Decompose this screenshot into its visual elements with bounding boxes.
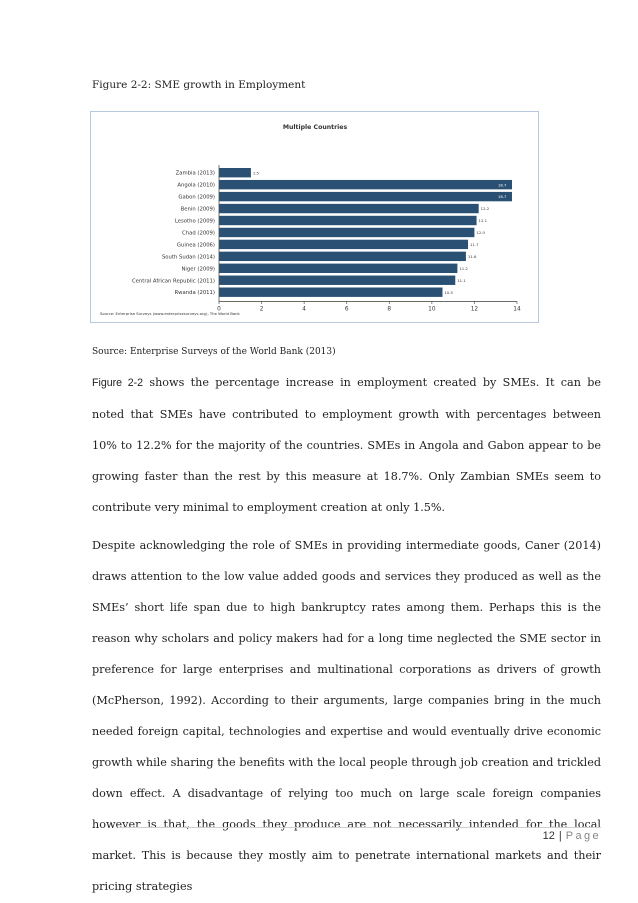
footer-divider	[118, 827, 601, 828]
paragraph-1-text: shows the percentage increase in employment created by SMEs. It can be noted that SMEs have contributed to employment growth with percentages between 10% to 12.2% for the majority of the countries. SMEs in Angola and Gabon appear to be growing faster than the rest by this measure at 18.7%. Only Zambian SMEs seem to contribute very minimal to employment creation at only 1.5%.	[92, 376, 601, 514]
chart-frame	[90, 111, 539, 323]
x-tick-label: 6	[344, 306, 349, 313]
chart-bar	[219, 276, 455, 285]
category-label: Central African Republic (2011)	[131, 278, 215, 285]
chart-bar	[219, 288, 443, 297]
data-label: 12.2	[480, 206, 490, 212]
data-label: 12.0	[476, 230, 485, 236]
chart-bar	[219, 216, 477, 225]
page-label: Page	[565, 830, 601, 842]
x-tick-label: 2	[259, 306, 264, 313]
category-label: Rwanda (2011)	[174, 290, 215, 297]
x-tick-label: 10	[428, 306, 436, 313]
paragraph-2: Despite acknowledging the role of SMEs in providing intermediate goods, Caner (2014) draws attention to the low value added goods and services they produced as well as the SMEs’ short life span due to high bankruptcy rates among them. Perhaps this is the reason why scholars and policy makers had for a long time neglected the SME sector in preference for large enterprises and multinational corporations as drivers of growth (McPherson, 1992). According to their arguments, large companies bring in the much needed foreign capital, technologies and expertise and would eventually drive economic growth while sharing the benefits with the local people through job creation and trickled down effect. A disadvantage of relying too much on large scale foreign companies however is that, the goods they produce are not necessarily intended for the local market. This is because they mostly aim to penetrate international markets and their pricing strategies	[92, 539, 601, 893]
chart-bar	[219, 252, 466, 261]
x-tick-label: 0	[217, 306, 221, 313]
page-footer	[543, 830, 601, 842]
chart-bar	[219, 228, 474, 237]
paragraph-1	[92, 367, 601, 523]
x-tick-label: 14	[513, 306, 521, 313]
x-tick-label: 8	[387, 306, 392, 313]
figure-reference: Figure 2-2	[92, 377, 144, 389]
data-label: 18.7	[498, 194, 507, 200]
x-tick-label: 12	[470, 306, 479, 313]
figure-source: Source: Enterprise Surveys of the World Bank (2013)	[92, 347, 336, 357]
category-label: Niger (2009)	[181, 266, 215, 273]
page-number: 12	[542, 830, 555, 842]
category-label: Zambia (2013)	[175, 170, 215, 177]
category-label: Angola (2010)	[177, 182, 215, 189]
category-label: Gabon (2009)	[178, 194, 215, 201]
chart-bar	[219, 264, 457, 273]
bar-chart	[91, 112, 540, 324]
data-label: 11.1	[457, 277, 466, 283]
data-label: 10.5	[444, 289, 453, 295]
category-label: Lesotho (2009)	[174, 218, 215, 225]
x-tick-label: 4	[302, 306, 306, 313]
footer-separator: |	[558, 830, 562, 842]
data-label: 18.7	[498, 182, 507, 188]
chart-bar	[219, 192, 512, 201]
data-label: 12.1	[478, 218, 488, 224]
chart-source-note: Source: Enterprise Surveys (www.enterprisesurveys.org), The World Bank	[100, 311, 240, 316]
data-label: 11.6	[467, 253, 477, 259]
figure-caption: Figure 2-2: SME growth in Employment	[92, 79, 306, 91]
chart-bar	[219, 240, 468, 249]
category-label: South Sudan (2014)	[161, 254, 215, 261]
chart-bar	[219, 204, 479, 213]
category-label: Chad (2009)	[182, 230, 215, 237]
chart-bar	[219, 180, 512, 189]
category-label: Benin (2009)	[180, 206, 215, 213]
category-label: Guinea (2006)	[176, 242, 215, 249]
chart-title: Multiple Countries	[282, 124, 348, 131]
data-label: 1.5	[252, 170, 259, 176]
data-label: 11.7	[470, 242, 479, 247]
chart-bar	[219, 168, 251, 177]
data-label: 11.2	[459, 265, 468, 271]
